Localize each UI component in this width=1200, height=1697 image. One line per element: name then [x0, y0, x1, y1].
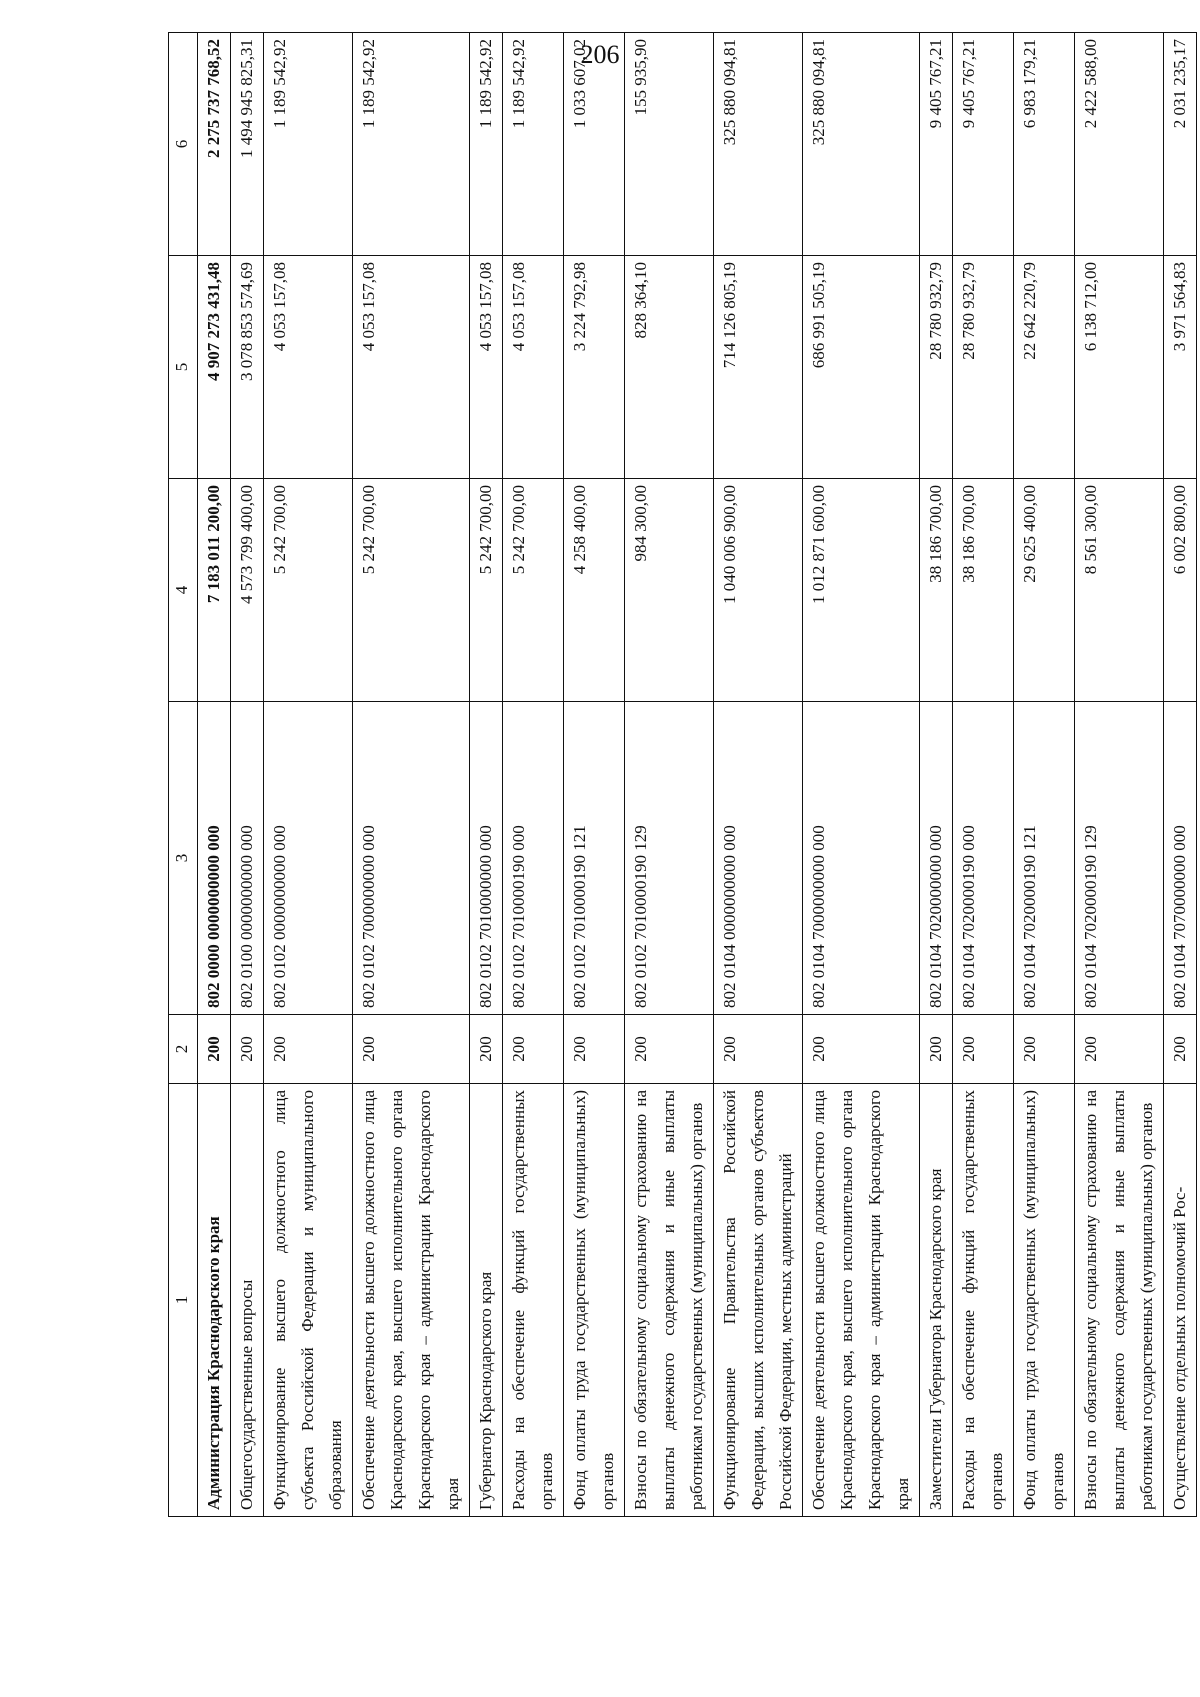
- row-value-4: 38 186 700,00: [920, 479, 953, 702]
- row-value-6: 1 189 542,92: [503, 33, 564, 256]
- row-value-5: 28 780 932,79: [953, 256, 1014, 479]
- row-code: 802 0102 7000000000 000: [353, 702, 470, 1015]
- row-value-4: 5 242 700,00: [264, 479, 353, 702]
- row-value-4: 4 573 799 400,00: [231, 479, 264, 702]
- row-code: 802 0000 0000000000 000: [198, 702, 231, 1015]
- row-name: Обеспечение деятельности высшего должностного лица Краснодарского края, высшего исполнительного органа Краснодарского края – администрации Краснодарского края: [353, 1084, 470, 1517]
- row-name: Фонд оплаты труда государственных (муниципальных) органов: [564, 1084, 625, 1517]
- row-name: Взносы по обязательному социальному страхованию на выплаты денежного содержания и иные выплаты работникам государственных (муниципальных) органов: [625, 1084, 714, 1517]
- row-column-2: 200: [198, 1015, 231, 1084]
- row-code: 802 0102 7010000190 129: [625, 702, 714, 1015]
- row-value-5: 714 126 805,19: [714, 256, 803, 479]
- header-cell: 3: [169, 702, 198, 1015]
- row-value-4: 5 242 700,00: [503, 479, 564, 702]
- row-column-2: 200: [264, 1015, 353, 1084]
- row-name: Осуществление отдельных полномочий Рос-: [1164, 1084, 1197, 1517]
- row-name: Обеспечение деятельности высшего должностного лица Краснодарского края, высшего исполнительного органа Краснодарского края – администрации Краснодарского края: [803, 1084, 920, 1517]
- row-value-4: 7 183 011 200,00: [198, 479, 231, 702]
- row-column-2: 200: [920, 1015, 953, 1084]
- row-column-2: 200: [1075, 1015, 1164, 1084]
- row-column-2: 200: [1014, 1015, 1075, 1084]
- table-row: [920, 33, 953, 1517]
- row-value-5: 3 971 564,83: [1164, 256, 1197, 479]
- header-cell: 6: [169, 33, 198, 256]
- row-column-2: 200: [803, 1015, 920, 1084]
- header-cell: 1: [169, 1084, 198, 1517]
- row-value-6: 1 189 542,92: [264, 33, 353, 256]
- table-row: [953, 33, 1014, 1517]
- row-code: 802 0104 0000000000 000: [714, 702, 803, 1015]
- row-value-4: 4 258 400,00: [564, 479, 625, 702]
- row-name: Заместители Губернатора Краснодарского края: [920, 1084, 953, 1517]
- row-value-5: 6 138 712,00: [1075, 256, 1164, 479]
- row-column-2: 200: [625, 1015, 714, 1084]
- header-cell: 5: [169, 256, 198, 479]
- row-value-4: 29 625 400,00: [1014, 479, 1075, 702]
- row-value-6: 325 880 094,81: [803, 33, 920, 256]
- row-value-5: 28 780 932,79: [920, 256, 953, 479]
- row-column-2: 200: [953, 1015, 1014, 1084]
- row-value-5: 4 053 157,08: [503, 256, 564, 479]
- row-code: 802 0102 7010000190 000: [503, 702, 564, 1015]
- row-value-4: 1 040 006 900,00: [714, 479, 803, 702]
- header-cell: 2: [169, 1015, 198, 1084]
- row-value-5: 4 907 273 431,48: [198, 256, 231, 479]
- row-value-6: 6 983 179,21: [1014, 33, 1075, 256]
- row-value-5: 4 053 157,08: [353, 256, 470, 479]
- row-name: Губернатор Краснодарского края: [470, 1084, 503, 1517]
- table-row: [1075, 33, 1164, 1517]
- row-name: Расходы на обеспечение функций государственных органов: [503, 1084, 564, 1517]
- row-value-5: 828 364,10: [625, 256, 714, 479]
- table-row: [1164, 33, 1197, 1517]
- budget-table: [168, 32, 1197, 1517]
- row-value-5: 4 053 157,08: [264, 256, 353, 479]
- table-row: [1014, 33, 1075, 1517]
- row-value-4: 6 002 800,00: [1164, 479, 1197, 702]
- row-code: 802 0102 7010000000 000: [470, 702, 503, 1015]
- row-code: 802 0104 7020000190 000: [953, 702, 1014, 1015]
- row-value-4: 5 242 700,00: [470, 479, 503, 702]
- row-value-4: 984 300,00: [625, 479, 714, 702]
- row-value-5: 3 224 792,98: [564, 256, 625, 479]
- table-row: [625, 33, 714, 1517]
- row-column-2: 200: [503, 1015, 564, 1084]
- row-code: 802 0104 7070000000 000: [1164, 702, 1197, 1015]
- row-column-2: 200: [1164, 1015, 1197, 1084]
- table-row: [264, 33, 353, 1517]
- row-code: 802 0100 0000000000 000: [231, 702, 264, 1015]
- row-value-6: 2 422 588,00: [1075, 33, 1164, 256]
- row-value-4: 8 561 300,00: [1075, 479, 1164, 702]
- row-code: 802 0104 7020000190 121: [1014, 702, 1075, 1015]
- table-row: [198, 33, 231, 1517]
- row-code: 802 0104 7020000190 129: [1075, 702, 1164, 1015]
- table-row: [564, 33, 625, 1517]
- header-cell: 4: [169, 479, 198, 702]
- row-value-6: 1 494 945 825,31: [231, 33, 264, 256]
- row-value-5: 22 642 220,79: [1014, 256, 1075, 479]
- row-value-6: 2 275 737 768,52: [198, 33, 231, 256]
- row-value-6: 1 189 542,92: [470, 33, 503, 256]
- row-column-2: 200: [470, 1015, 503, 1084]
- row-value-6: 1 033 607,02: [564, 33, 625, 256]
- table-row: [803, 33, 920, 1517]
- row-value-6: 1 189 542,92: [353, 33, 470, 256]
- row-value-5: 686 991 505,19: [803, 256, 920, 479]
- row-value-5: 4 053 157,08: [470, 256, 503, 479]
- row-value-6: 155 935,90: [625, 33, 714, 256]
- table-row: [353, 33, 470, 1517]
- table-row: [503, 33, 564, 1517]
- row-code: 802 0102 7010000190 121: [564, 702, 625, 1015]
- row-code: 802 0104 7000000000 000: [803, 702, 920, 1015]
- row-name: Фонд оплаты труда государственных (муниципальных) органов: [1014, 1084, 1075, 1517]
- row-value-6: 2 031 235,17: [1164, 33, 1197, 256]
- row-code: 802 0104 7020000000 000: [920, 702, 953, 1015]
- row-value-6: 9 405 767,21: [920, 33, 953, 256]
- header-row: [169, 33, 198, 1517]
- row-value-4: 38 186 700,00: [953, 479, 1014, 702]
- table-row: [470, 33, 503, 1517]
- page-number: 206: [580, 40, 620, 69]
- row-name: Функционирование Правительства Российской Федерации, высших исполнительных органов субъектов Российской Федерации, местных администраций: [714, 1084, 803, 1517]
- row-value-5: 3 078 853 574,69: [231, 256, 264, 479]
- row-name: Расходы на обеспечение функций государственных органов: [953, 1084, 1014, 1517]
- row-value-6: 325 880 094,81: [714, 33, 803, 256]
- row-column-2: 200: [353, 1015, 470, 1084]
- row-name: Администрация Краснодарского края: [198, 1084, 231, 1517]
- row-column-2: 200: [714, 1015, 803, 1084]
- row-name: Функционирование высшего должностного лица субъекта Российской Федерации и муниципального образования: [264, 1084, 353, 1517]
- row-value-4: 1 012 871 600,00: [803, 479, 920, 702]
- row-value-4: 5 242 700,00: [353, 479, 470, 702]
- row-column-2: 200: [564, 1015, 625, 1084]
- row-name: Общегосударственные вопросы: [231, 1084, 264, 1517]
- row-column-2: 200: [231, 1015, 264, 1084]
- row-name: Взносы по обязательному социальному страхованию на выплаты денежного содержания и иные выплаты работникам государственных (муниципальных) органов: [1075, 1084, 1164, 1517]
- row-value-6: 9 405 767,21: [953, 33, 1014, 256]
- table-row: [714, 33, 803, 1517]
- row-code: 802 0102 0000000000 000: [264, 702, 353, 1015]
- table-row: [231, 33, 264, 1517]
